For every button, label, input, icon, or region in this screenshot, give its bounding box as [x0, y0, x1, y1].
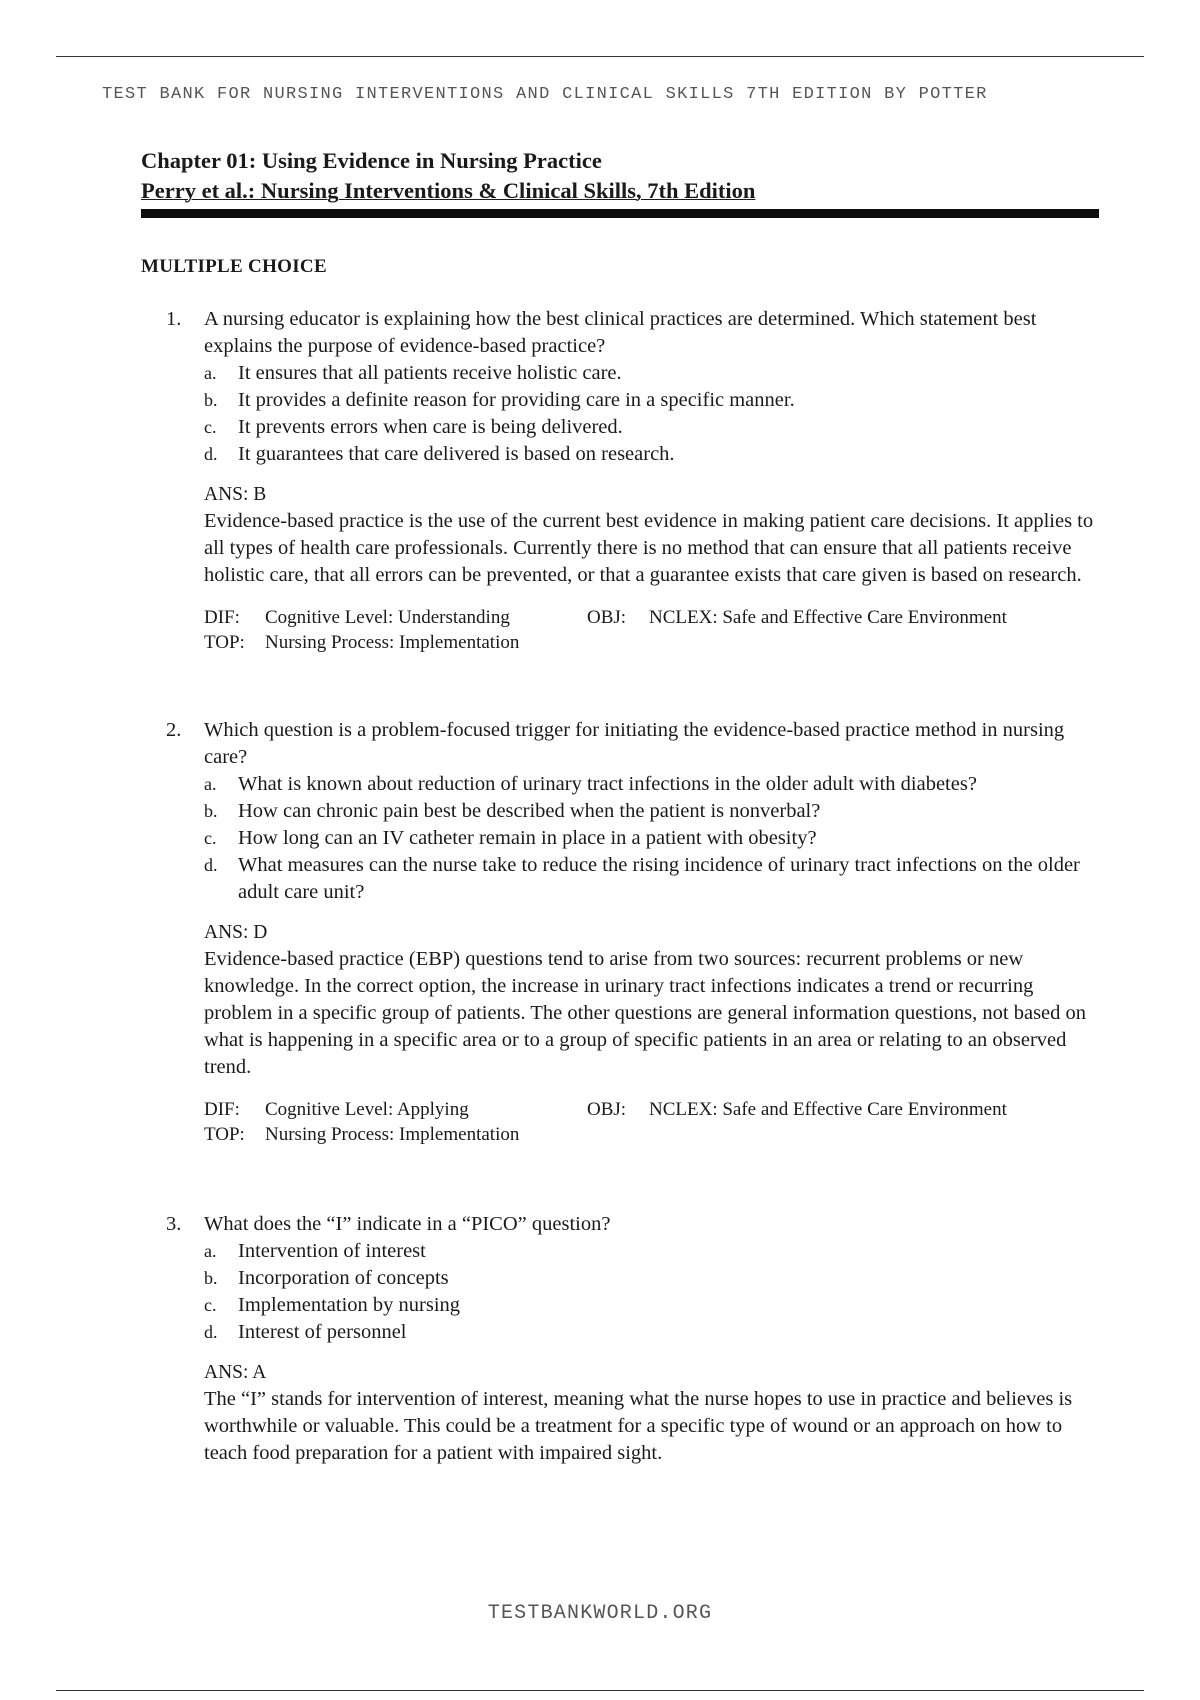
option-b — [204, 1265, 1094, 1292]
question-stem: A nursing educator is explaining how the best clinical practices are determined. Which statement best explains the purpose of evidence-based practice? — [204, 308, 1037, 357]
option-text: It guarantees that care delivered is based on research. — [238, 443, 675, 465]
top-label: TOP: — [204, 1124, 245, 1145]
option-letter: d. — [204, 444, 218, 464]
option-text: Incorporation of concepts — [238, 1267, 449, 1289]
answer-key: ANS: A — [204, 1362, 267, 1383]
footer-watermark: TESTBANKWORLD.ORG — [487, 1602, 713, 1625]
option-letter: c. — [204, 417, 217, 437]
option-text: Implementation by nursing — [238, 1294, 461, 1316]
option-letter: c. — [204, 828, 217, 848]
obj-value: NCLEX: Safe and Effective Care Environment — [649, 607, 1007, 628]
running-header: TEST BANK FOR NURSING INTERVENTIONS AND CLINICAL SKILLS 7TH EDITION BY POTTER — [102, 85, 988, 104]
option-b — [204, 798, 1094, 825]
option-text: What measures can the nurse take to reduce the rising incidence of urinary tract infections on the older adult care unit? — [238, 854, 1080, 903]
option-letter: a. — [204, 1241, 217, 1261]
option-text: How long can an IV catheter remain in place in a patient with obesity? — [238, 827, 817, 849]
option-c — [204, 414, 1094, 441]
obj-row — [587, 1097, 1007, 1122]
option-letter: d. — [204, 855, 218, 875]
answer-key: ANS: B — [204, 484, 267, 505]
option-text: Intervention of interest — [238, 1240, 426, 1262]
option-b — [204, 387, 1094, 414]
chapter-title: Chapter 01: Using Evidence in Nursing Practice — [141, 148, 602, 173]
option-a — [204, 771, 1094, 798]
option-list — [204, 771, 1094, 906]
option-letter: a. — [204, 363, 217, 383]
obj-label: OBJ: — [587, 607, 627, 628]
answer-key: ANS: D — [204, 922, 268, 943]
top-row — [204, 1122, 519, 1147]
question-metadata — [204, 605, 1094, 657]
option-list — [204, 1238, 1094, 1346]
option-letter: d. — [204, 1322, 218, 1342]
obj-row — [587, 605, 1007, 630]
option-d — [204, 441, 1094, 468]
question-metadata — [204, 1097, 1094, 1149]
top-value: Nursing Process: Implementation — [265, 632, 520, 653]
section-heading: MULTIPLE CHOICE — [141, 256, 327, 277]
option-c — [204, 825, 1094, 852]
option-text: Interest of personnel — [238, 1321, 407, 1343]
option-d — [204, 1319, 1094, 1346]
question-2 — [166, 717, 1106, 1149]
bottom-rule — [56, 1690, 1144, 1691]
question-stem: Which question is a problem-focused trigger for initiating the evidence-based practice method in nursing care? — [204, 719, 1065, 768]
top-value: Nursing Process: Implementation — [265, 1124, 520, 1145]
option-a — [204, 1238, 1094, 1265]
option-letter: b. — [204, 801, 218, 821]
dif-row — [204, 1097, 469, 1122]
option-letter: a. — [204, 774, 217, 794]
chapter-heading-block — [141, 146, 1099, 218]
rationale: The “I” stands for intervention of interest, meaning what the nurse hopes to use in practice and believes is worthwhile or valuable. This could be a treatment for a specific type of wound or an approach on how to teach food preparation for a patient with impaired sight. — [204, 1388, 1073, 1464]
obj-label: OBJ: — [587, 1099, 627, 1120]
option-list — [204, 360, 1094, 468]
option-d — [204, 852, 1094, 906]
dif-value: Cognitive Level: Applying — [265, 1099, 469, 1120]
dif-label: DIF: — [204, 1099, 240, 1120]
dif-value: Cognitive Level: Understanding — [265, 607, 510, 628]
question-number: 1. — [166, 308, 182, 330]
top-rule — [56, 56, 1144, 57]
answer-block — [204, 920, 1094, 1081]
question-stem: What does the “I” indicate in a “PICO” question? — [204, 1213, 611, 1235]
top-label: TOP: — [204, 632, 245, 653]
option-letter: b. — [204, 1268, 218, 1288]
option-text: It provides a definite reason for providing care in a specific manner. — [238, 389, 795, 411]
obj-value: NCLEX: Safe and Effective Care Environment — [649, 1099, 1007, 1120]
option-text: It ensures that all patients receive holistic care. — [238, 362, 622, 384]
dif-label: DIF: — [204, 607, 240, 628]
rationale: Evidence-based practice is the use of the current best evidence in making patient care decisions. It applies to all types of health care professionals. Currently there is no method that can ensure that all patients receive holistic care, that all errors can be prevented, or that a guarantee exists that care given is based on research. — [204, 510, 1094, 586]
option-letter: b. — [204, 390, 218, 410]
answer-block — [204, 482, 1094, 589]
option-text: How can chronic pain best be described when the patient is nonverbal? — [238, 800, 821, 822]
question-number: 3. — [166, 1213, 182, 1235]
question-1 — [166, 306, 1106, 657]
option-letter: c. — [204, 1295, 217, 1315]
option-text: It prevents errors when care is being delivered. — [238, 416, 623, 438]
rationale: Evidence-based practice (EBP) questions tend to arise from two sources: recurrent problems or new knowledge. In the correct option, the increase in urinary tract infections indicates a trend or recurring problem in a specific group of patients. The other questions are general information questions, not based on what is happening in a specific area or to a group of specific patients in an area or relating to an observed trend. — [204, 948, 1087, 1078]
question-number: 2. — [166, 719, 182, 741]
dif-row — [204, 605, 510, 630]
option-c — [204, 1292, 1094, 1319]
option-a — [204, 360, 1094, 387]
book-title: Perry et al.: Nursing Interventions & Clinical Skills, 7th Edition — [141, 178, 756, 203]
answer-block — [204, 1360, 1094, 1467]
top-row — [204, 630, 519, 655]
question-3 — [166, 1211, 1106, 1467]
heading-rule — [141, 209, 1099, 218]
option-text: What is known about reduction of urinary tract infections in the older adult with diabetes? — [238, 773, 977, 795]
